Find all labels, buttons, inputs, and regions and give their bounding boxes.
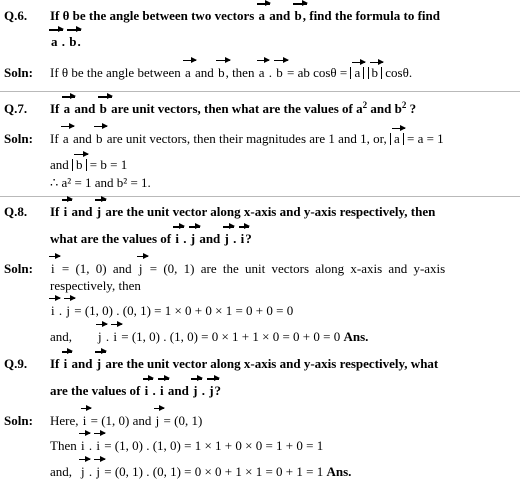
q9-soln-label: Soln: bbox=[4, 413, 33, 428]
q8-solution-text-4: j . i = (1, 0) . (1, 0) = 0 × 1 + 1 × 0 = 0 + 0 = 0 Ans. bbox=[98, 329, 369, 344]
q9-ans: Ans. bbox=[326, 464, 352, 479]
q8-label: Q.8. bbox=[4, 204, 28, 219]
q7-question-text-1: If a and b are unit vectors, then what are the values of $a^2$ and $b^2$ ? bbox=[50, 100, 417, 116]
q8-solution-prefix-4: and, bbox=[50, 329, 73, 344]
q8-question-text-1: If i and j are the unit vector along x-axis and y-axis respectively, then bbox=[50, 204, 436, 219]
q8-solution-text-3: i . j = (1, 0) . (0, 1) = 1 × 0 + 0 × 1 = 0 + 0 = 0 bbox=[51, 303, 294, 318]
q9-label: Q.9. bbox=[4, 356, 28, 371]
q8-question-text-2: what are the values of i . j and j . i? bbox=[50, 231, 252, 246]
separator bbox=[0, 196, 520, 197]
q6-question-text-1: If θ be the angle between two vectors a and b, find the formula to find bbox=[50, 8, 440, 23]
q9-question-text-2: are the values of i . i and j . j? bbox=[50, 383, 222, 398]
q6-label: Q.6. bbox=[4, 8, 28, 23]
q8-soln-label: Soln: bbox=[4, 261, 33, 276]
q6-question-text-2: a . b. bbox=[51, 34, 81, 49]
q8-solution-text-1: i = (1, 0) and j = (0, 1) are the unit vectors along x-axis and y-axis bbox=[51, 261, 446, 276]
q6-soln-label: Soln: bbox=[4, 65, 33, 80]
q8-solution-text-2: respectively, then bbox=[50, 278, 141, 293]
separator bbox=[0, 91, 520, 92]
q9-solution-text-1: Here, i = (1, 0) and j = (0, 1) bbox=[50, 413, 203, 428]
q7-label: Q.7. bbox=[4, 101, 28, 116]
q7-solution-text-3: ∴ a² = 1 and b² = 1. bbox=[50, 175, 151, 190]
q9-solution-prefix-3: and, bbox=[50, 464, 73, 479]
q6-solution-text-1: If θ be the angle between a and b, then a . b = ab cosθ = a b cosθ. bbox=[50, 65, 413, 80]
q7-soln-label: Soln: bbox=[4, 131, 33, 146]
q7-solution-text-1: If a and b are unit vectors, then their magnitudes are 1 and 1, or, a = a = 1 bbox=[50, 131, 444, 146]
q7-solution-text-2: and b = b = 1 bbox=[50, 157, 128, 172]
q9-solution-text-2: Then i . i = (1, 0) . (1, 0) = 1 × 1 + 0 × 0 = 1 + 0 = 1 bbox=[50, 438, 324, 453]
q8-ans: Ans. bbox=[343, 329, 369, 344]
q9-solution-text-3: j . j = (0, 1) . (0, 1) = 0 × 0 + 1 × 1 = 0 + 1 = 1 Ans. bbox=[81, 464, 352, 479]
q9-question-text-1: If i and j are the unit vector along x-axis and y-axis respectively, what bbox=[50, 356, 439, 371]
